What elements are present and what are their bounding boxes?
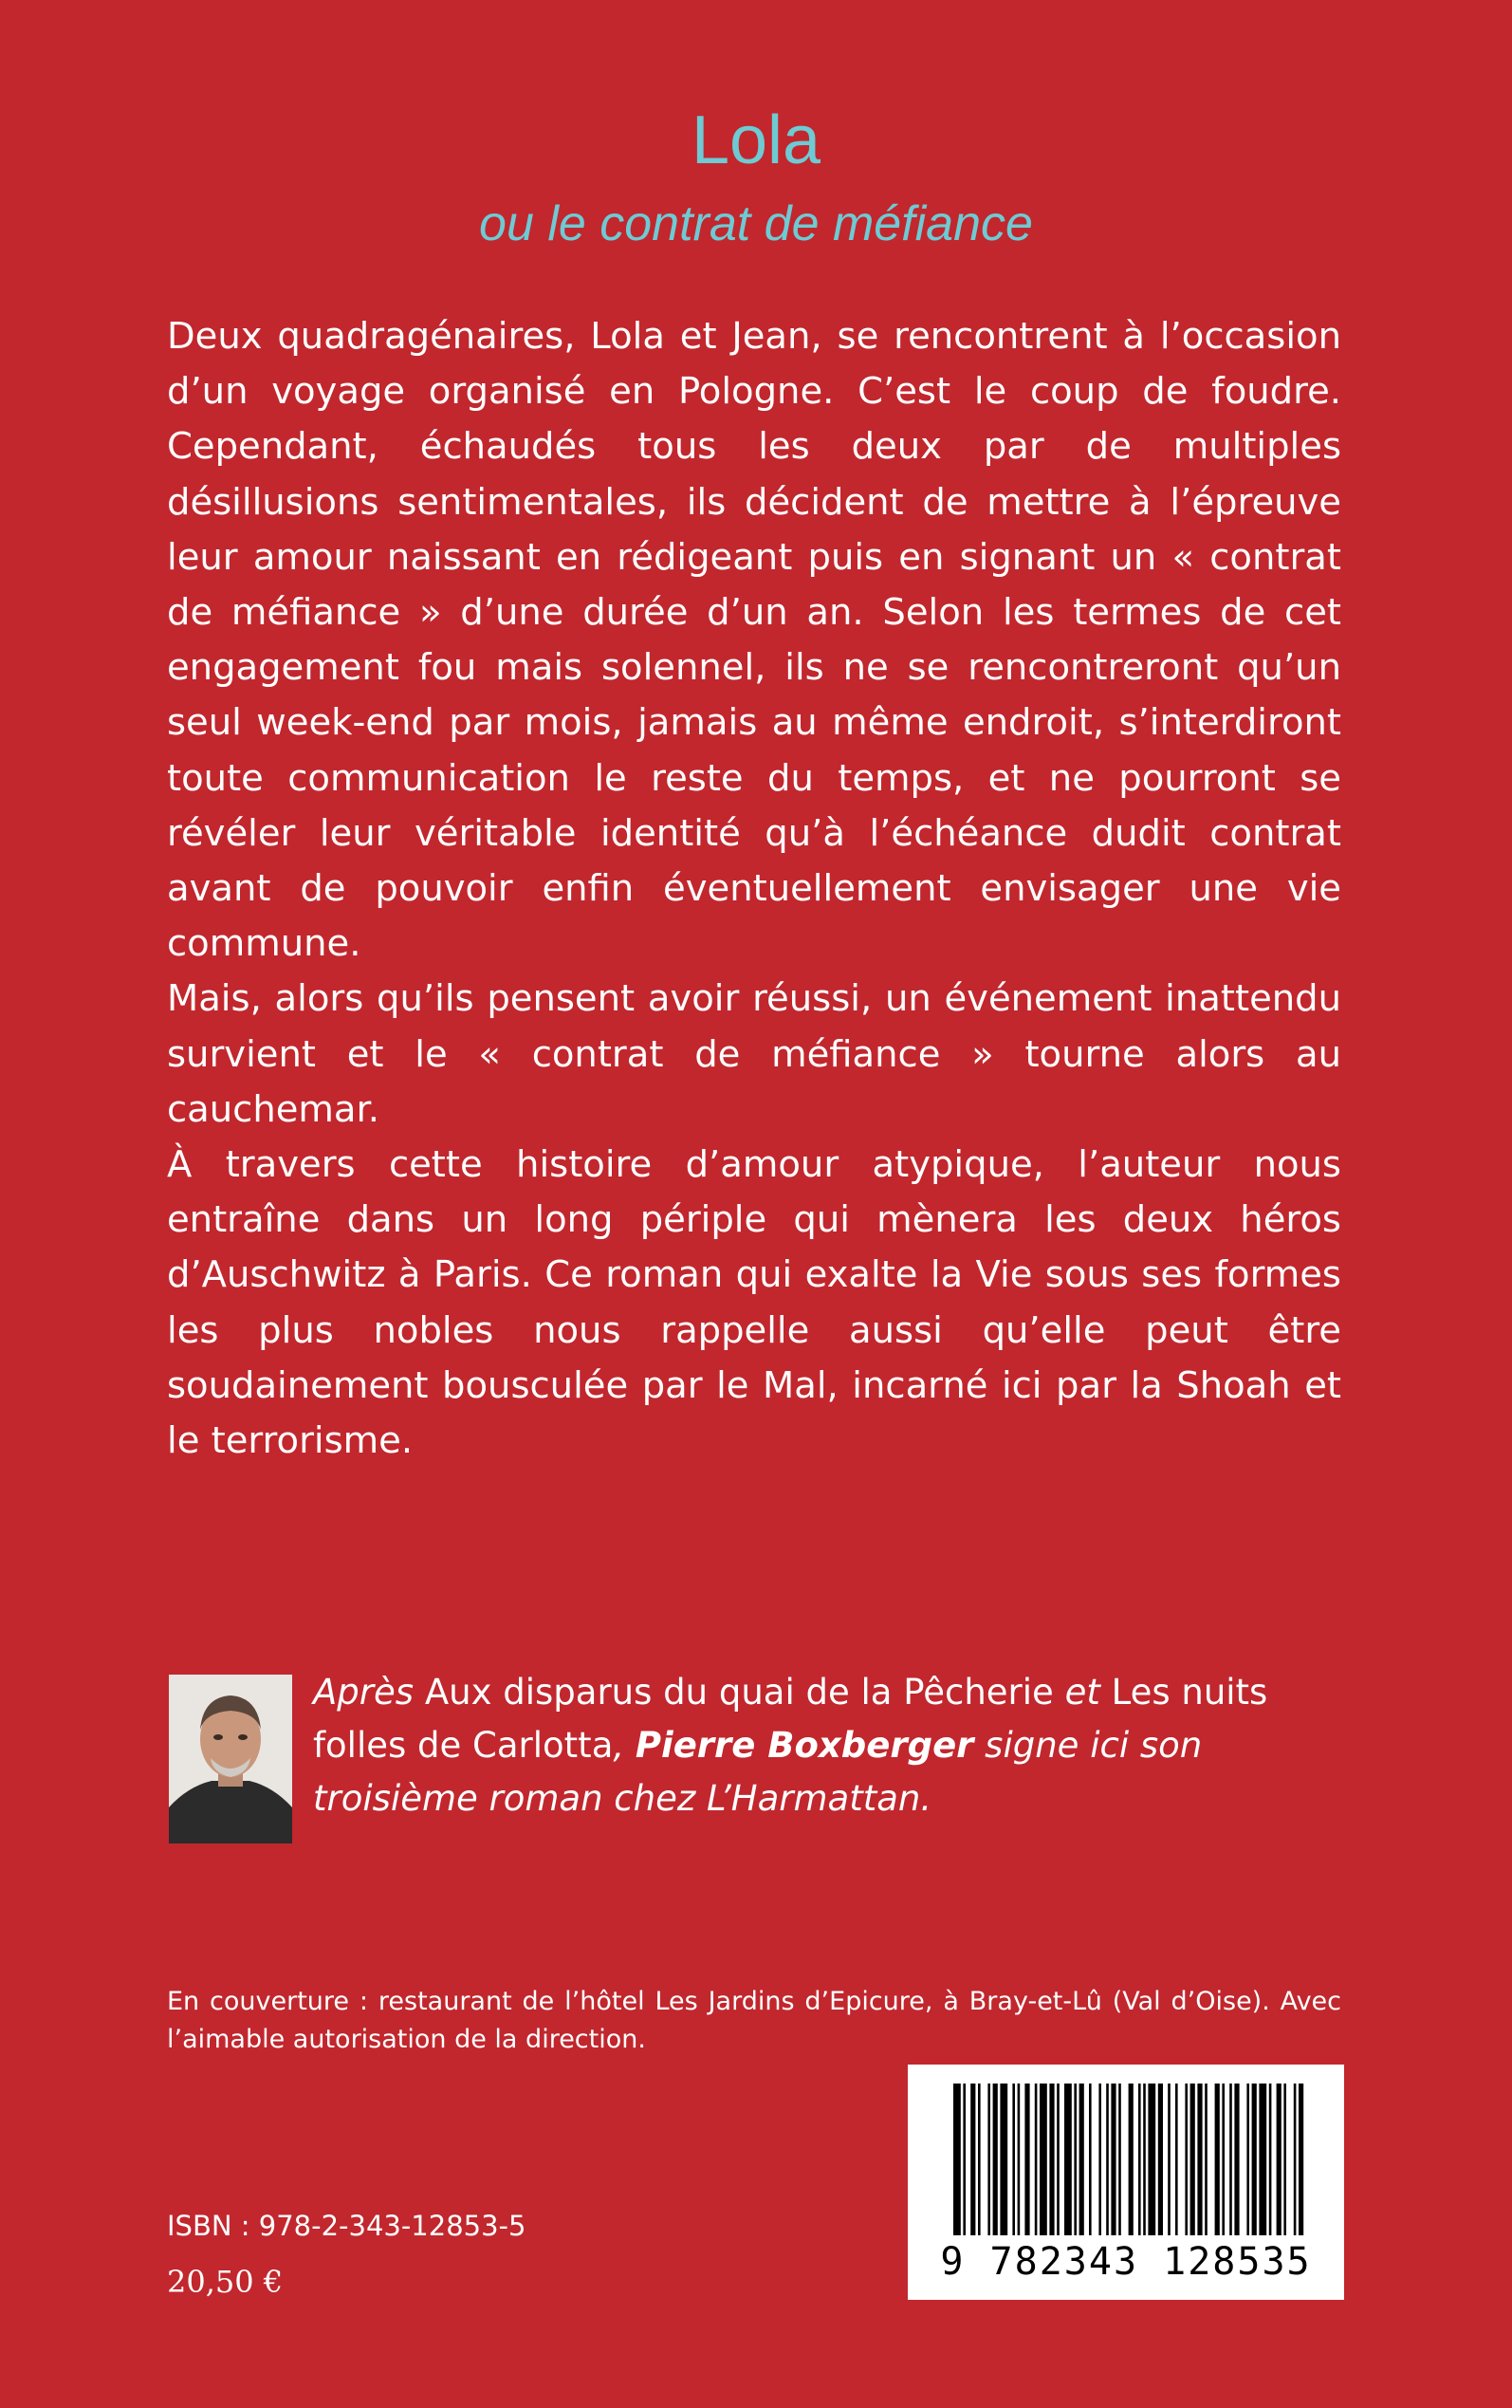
- author-note: [313, 1666, 1341, 1825]
- price: 20,50 €: [167, 2264, 284, 2300]
- blurb: [167, 309, 1341, 1469]
- author-note-apres: Après: [313, 1672, 415, 1713]
- isbn: ISBN : 978-2-343-12853-5: [167, 2210, 526, 2242]
- barcode-digits: 9 782343 128535: [940, 2240, 1312, 2284]
- author-note-et: et: [1064, 1672, 1100, 1713]
- blurb-paragraph-2: Mais, alors qu’ils pensent avoir réussi, un événement inattendu survient et le « contrat de méfiance » tourne alors au cauchemar.: [167, 977, 1341, 1131]
- blurb-paragraph-1: Deux quadragénaires, Lola et Jean, se rencontrent à l’occasion d’un voyage organisé en Pologne. C’est le coup de foudre. Cependant, échaudés tous les deux par de multiples désillusions sentimentales, ils décident de mettre à l’épreuve leur amour naissant en rédigeant puis en signant un « contrat de méfiance » d’une durée d’un an. Selon les termes de cet engagement fou mais solennel, ils ne se rencontreront qu’un seul week-end par mois, jamais au même endroit, s’interdiront toute communication le reste du temps, et ne pourront se révéler leur véritable identité qu’à l’échéance dudit contrat avant de pouvoir enfin éventuellement envisager une vie commune.: [167, 315, 1341, 966]
- blurb-paragraph-3: À travers cette histoire d’amour atypique, l’auteur nous entraîne dans un long périple qui mènera les deux héros d’Auschwitz à Paris. Ce roman qui exalte la Vie sous ses formes les plus nobles nous rappelle aussi qu’elle peut être soudainement bousculée par le Mal, incarné ici par la Shoah et le terrorisme.: [167, 1143, 1341, 1463]
- book-subtitle: ou le contrat de méfiance: [479, 196, 1033, 251]
- author-note-comma: ,: [613, 1725, 636, 1766]
- author-photo: [169, 1675, 292, 1843]
- author-name: Pierre Boxberger: [635, 1725, 974, 1766]
- author-note-rest: signe ici son troisième roman chez L’Harmattan.: [313, 1725, 1203, 1819]
- barcode: [908, 2065, 1344, 2300]
- author-portrait-icon: [169, 1675, 292, 1843]
- author-note-book1: Aux disparus du quai de la Pêcherie: [414, 1672, 1065, 1713]
- book-title: Lola: [691, 102, 821, 178]
- author-note-book2: Les nuits folles de Carlotta: [313, 1672, 1268, 1766]
- cover-credit: En couverture : restaurant de l’hôtel Les Jardins d’Epicure, à Bray-et-Lû (Val d’Oise). Avec l’aimable autorisation de la direction.: [167, 1987, 1341, 2054]
